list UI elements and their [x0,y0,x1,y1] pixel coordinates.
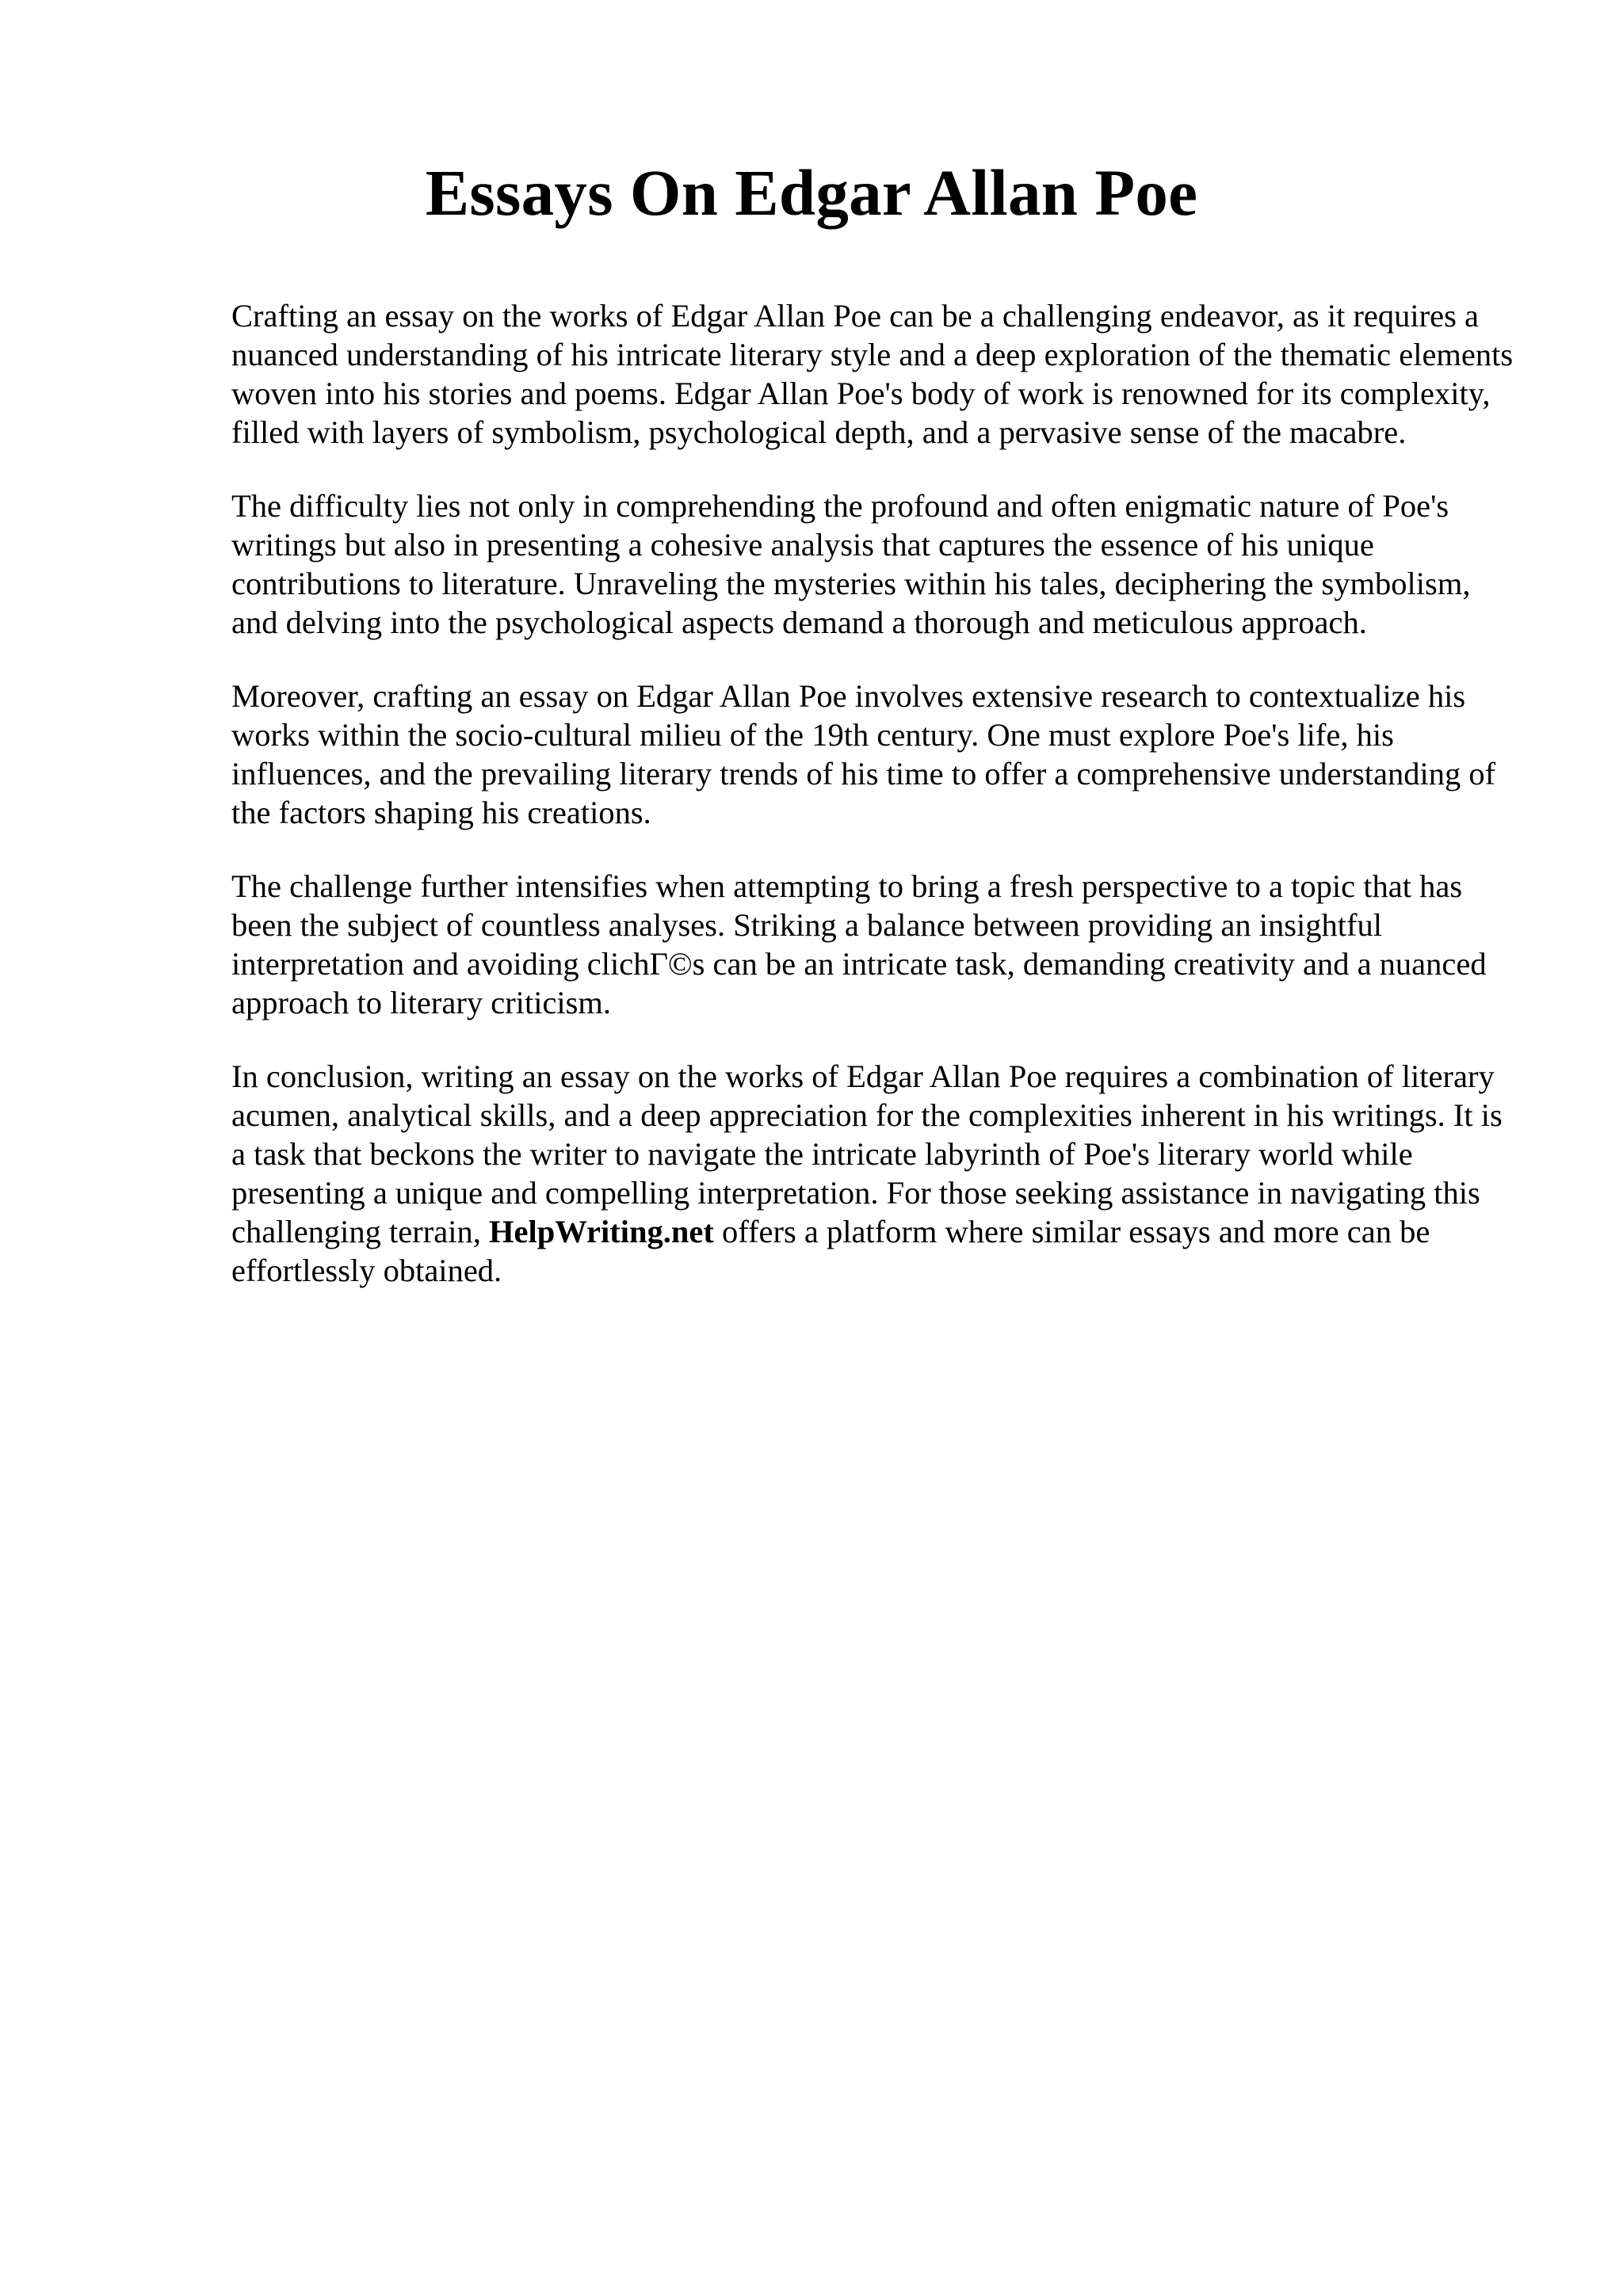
conclusion-text-end: offers a platform where similar essays and more can be effortlessly obtained. [231,1214,1430,1288]
paragraph-conclusion [231,1057,1515,1290]
paragraph-intro: Crafting an essay on the works of Edgar Allan Poe can be a challenging endeavor, as it requires a nuanced understanding of his intricate literary style and a deep exploration of the thematic elements woven into his stories and poems. Edgar Allan Poe's body of work is renowned for its complexity, filled with layers of symbolism, psychological depth, and a pervasive sense of the macabre. [231,298,1514,450]
conclusion-text: In conclusion, writing an essay on the works of Edgar Allan Poe requires a combination of literary acumen, analytical skills, and a deep appreciation for the complexities inherent in his writings. It is a task that beckons the writer to navigate the intricate labyrinth of Poe's literary world while presenting a unique and compelling interpretation. For those seeking assistance in navigating this challenging terrain, [231,1058,1503,1249]
helpwriting-link[interactable]: HelpWriting.net [489,1214,714,1249]
paragraph-difficulty: The difficulty lies not only in comprehending the profound and often enigmatic nature of Poe's writings but also in presenting a cohesive analysis that captures the essence of his unique contributions to literature. Unraveling the mysteries within his tales, deciphering the symbolism, and delving into the psychological aspects demand a thorough and meticulous approach. [231,488,1471,640]
paragraph-challenge: The challenge further intensifies when attempting to bring a fresh perspective to a topic that has been the subject of countless analyses. Striking a balance between providing an insightful interpretation and avoiding clichΓ©s can be an intricate task, demanding creativity and a nuanced approach to literary criticism. [231,868,1487,1020]
essay-body [231,296,1515,1325]
paragraph-research: Moreover, crafting an essay on Edgar Allan Poe involves extensive research to contextualize his works within the socio-cultural milieu of the 19th century. One must explore Poe's life, his influences, and the prevailing literary trends of his time to offer a comprehensive understanding of the factors shaping his creations. [231,678,1496,830]
page-title: Essays On Edgar Allan Poe [425,156,1198,229]
